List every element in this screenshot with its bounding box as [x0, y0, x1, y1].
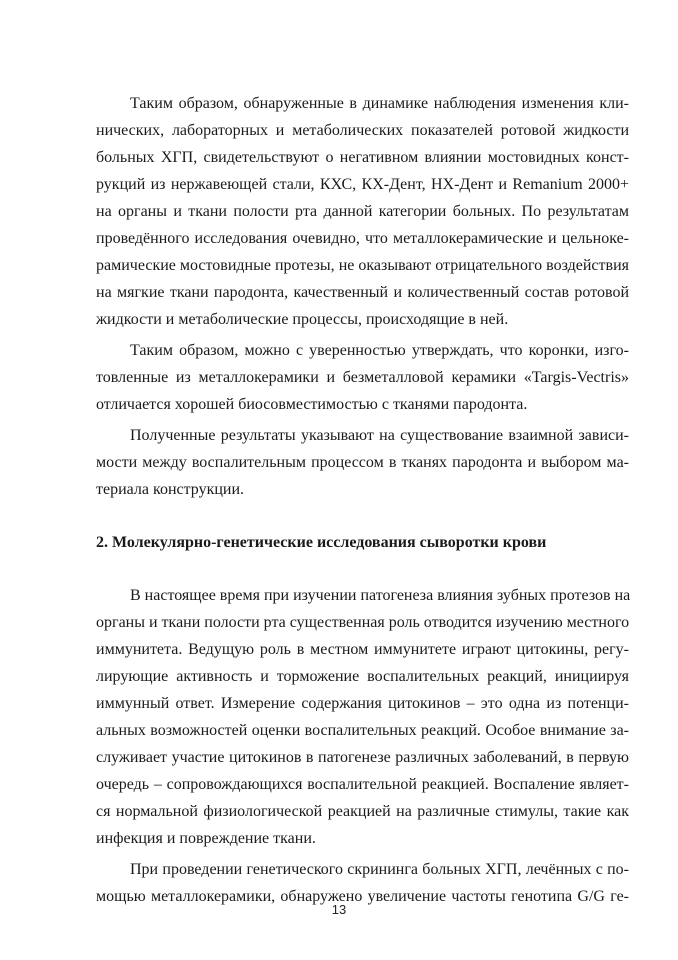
- text-line: При проведении генетического скрининга больных ХГП, лечённых с по-: [130, 861, 629, 878]
- text-line: иммунный ответ. Измерение содержания цитокинов – это одна из потенци-: [96, 695, 629, 712]
- text-line: товленные из металлокерамики и безметалловой керамики «Targis-Vectris»: [96, 369, 629, 386]
- text-line: очередь – сопровождающихся воспалительной реакцией. Воспаление являет-: [96, 776, 629, 793]
- text-line: служивает участие цитокинов в патогенезе различных заболеваний, в первую: [96, 749, 629, 766]
- text-line: на мягкие ткани пародонта, качественный и количественный состав ротовой: [96, 284, 629, 301]
- paragraph: [96, 582, 629, 852]
- paragraph: [96, 90, 629, 333]
- text-line: альных возможностей оценки воспалительных реакций. Особое внимание за-: [96, 722, 629, 739]
- paragraph: [96, 337, 629, 418]
- text-line: ся нормальной физиологической реакцией на различные стимулы, такие как: [96, 803, 629, 820]
- text-line: отличается хорошей биосовместимостью с тканями пародонта.: [96, 396, 528, 413]
- text-line: рамические мостовидные протезы, не оказывают отрицательного воздействия: [96, 257, 629, 274]
- text-line: органы и ткани полости рта существенная роль отводится изучению местного: [96, 614, 630, 631]
- text-line: рукций из нержавеющей стали, КХС, КХ-Дент, НХ-Дент и Remanium 2000+: [96, 176, 629, 193]
- document-page: [96, 90, 629, 910]
- text-line: инфекция и повреждение ткани.: [96, 830, 316, 847]
- text-line: проведённого исследования очевидно, что металлокерамические и цельноке-: [96, 230, 629, 247]
- text-line: В настоящее время при изучении патогенеза влияния зубных протезов на: [130, 587, 631, 604]
- page-number: 13: [331, 902, 347, 917]
- text-line: Таким образом, можно с уверенностью утверждать, что коронки, изго-: [130, 342, 629, 359]
- text-line: нических, лабораторных и метаболических показателей ротовой жидкости: [96, 122, 629, 139]
- text-line: териала конструкции.: [96, 481, 245, 498]
- text-line: Таким образом, обнаруженные в динамике наблюдения изменения кли-: [130, 95, 629, 112]
- text-line: лирующие активность и торможение воспалительных реакций, инициируя: [96, 668, 629, 685]
- text-line: мости между воспалительным процессом в тканях пародонта и выбором ма-: [96, 454, 629, 471]
- text-line: больных ХГП, свидетельствуют о негативном влиянии мостовидных конст-: [96, 149, 629, 166]
- text-line: на органы и ткани полости рта данной категории больных. По результатам: [96, 203, 629, 220]
- section-heading: 2. Молекулярно-генетические исследования сыворотки крови: [96, 534, 547, 551]
- paragraph: [96, 422, 629, 503]
- text-line: Полученные результаты указывают на существование взаимной зависи-: [130, 427, 629, 444]
- text-line: жидкости и метаболические процессы, происходящие в ней.: [96, 311, 509, 328]
- text-line: иммунитета. Ведущую роль в местном иммунитете играют цитокины, регу-: [96, 641, 629, 658]
- text-line: мощью металлокерамики, обнаружено увеличение частоты генотипа G/G ге-: [96, 888, 629, 905]
